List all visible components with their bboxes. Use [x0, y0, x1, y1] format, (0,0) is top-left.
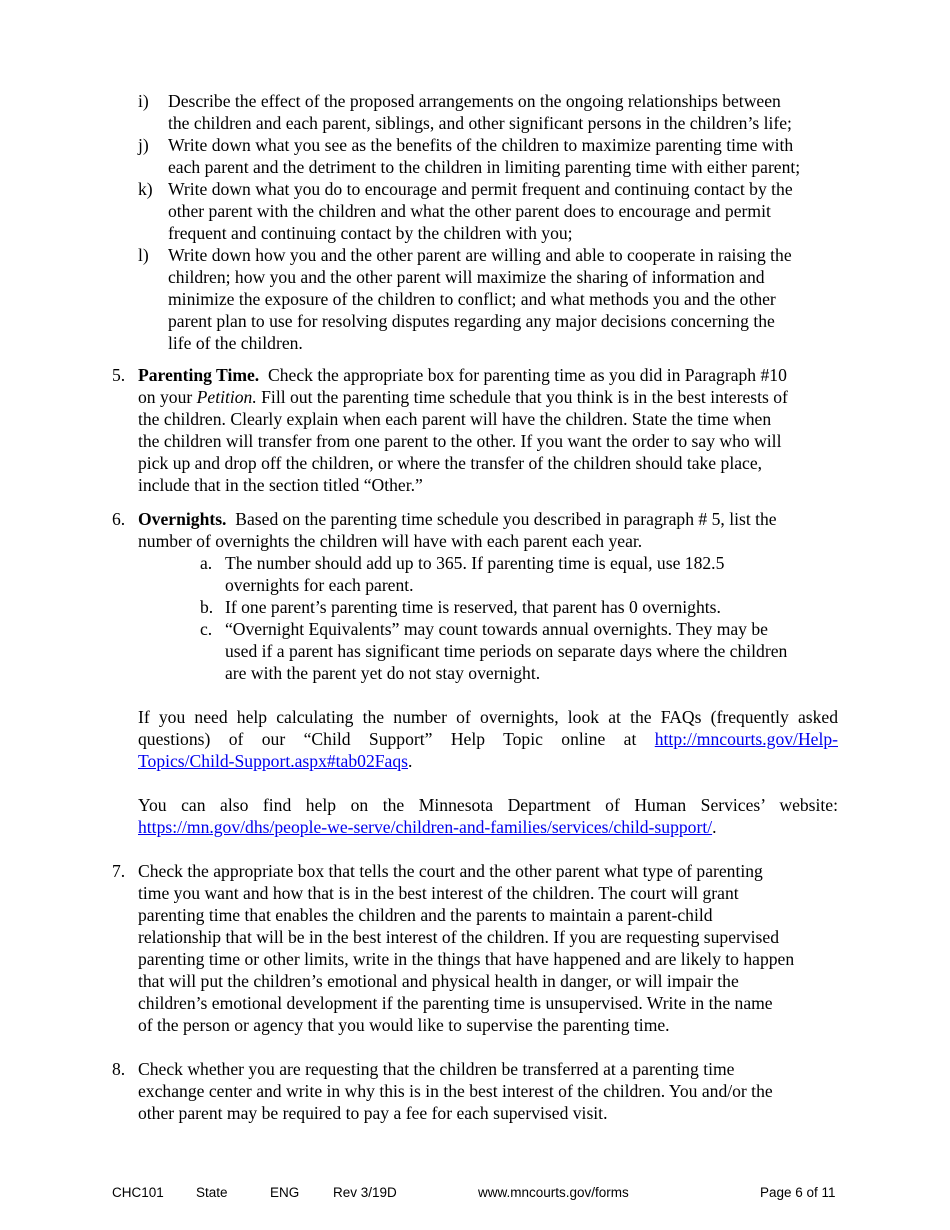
item-text — [138, 508, 852, 552]
text-line: Check the appropriate box that tells the court and the other parent what type of parenting — [138, 861, 763, 881]
item-text — [168, 90, 858, 134]
text-line: pick up and drop off the children, or where the transfer of the children should take place, — [138, 453, 763, 473]
page-footer — [0, 1185, 950, 1205]
text-line: “Overnight Equivalents” may count towards annual overnights. They may be — [225, 619, 768, 639]
language: ENG — [270, 1185, 300, 1200]
sub-item-6c — [200, 618, 850, 684]
section-8 — [112, 1058, 852, 1124]
item-text — [225, 596, 850, 618]
list-item-i — [138, 90, 858, 134]
text-run: You can also find help on the Minnesota Department of Human Services’ website: — [138, 795, 838, 815]
page-number: Page 6 of 11 — [760, 1185, 836, 1200]
text-line: used if a parent has significant time periods on separate days where the children — [225, 641, 788, 661]
hyperlink[interactable]: https://mn.gov/dhs/people-we-serve/children-and-families/services/child-support/ — [138, 817, 713, 837]
list-marker: c. — [200, 619, 213, 639]
text-run: If you need help calculating the number of overnights, look at the FAQs (frequently asked — [138, 707, 838, 727]
text-line: Write down what you see as the benefits of the children to maximize parenting time with — [168, 135, 794, 155]
hyperlink[interactable]: http://mncourts.gov/Help- — [654, 729, 838, 749]
text-run: . — [408, 751, 413, 771]
text-line: parent plan to use for resolving disputes regarding any major decisions concerning the — [168, 311, 775, 331]
text-line: minimize the exposure of the children to conflict; and what methods you and the other — [168, 289, 776, 309]
text-run: Check the appropriate box for parenting time as you did in Paragraph #10 — [259, 365, 787, 385]
text-line — [138, 728, 838, 750]
document-body — [0, 90, 950, 1124]
text-line: The number should add up to 365. If parenting time is equal, use 182.5 — [225, 553, 725, 573]
text-line: life of the children. — [168, 333, 303, 353]
text-line: frequent and continuing contact by the children with you; — [168, 223, 573, 243]
text-line: overnights for each parent. — [225, 575, 414, 595]
item-text — [138, 1058, 852, 1124]
text-line: each parent and the detriment to the children in limiting parenting time with either parent; — [168, 157, 801, 177]
text-run: questions) of our “Child Support” Help Topic online at — [138, 729, 655, 749]
text-line: the children. Clearly explain when each parent will have the children. State the time when — [138, 409, 772, 429]
sub-item-6b — [200, 596, 850, 618]
list-marker: 6. — [112, 509, 126, 529]
text-line: parenting time or other limits, write in the things that have happened and are likely to happen — [138, 949, 795, 969]
text-line: number of overnights the children will have with each parent each year. — [138, 531, 643, 551]
text-line: other parent with the children and what the other parent does to encourage and permit — [168, 201, 771, 221]
text-line: that will put the children’s emotional and physical health in danger, or will impair the — [138, 971, 739, 991]
list-marker: 8. — [112, 1059, 126, 1079]
text-line: the children will transfer from one parent to the other. If you want the order to say who will — [138, 431, 782, 451]
text-run: Based on the parenting time schedule you described in paragraph # 5, list the — [226, 509, 777, 529]
text-line — [138, 794, 838, 816]
section-5-parenting-time — [112, 364, 852, 496]
form-code: CHC101 — [112, 1185, 164, 1200]
list-marker: j) — [138, 135, 149, 155]
list-marker: b. — [200, 597, 214, 617]
jurisdiction: State — [196, 1185, 228, 1200]
item-text — [138, 794, 838, 838]
text-line: other parent may be required to pay a fee for each supervised visit. — [138, 1103, 608, 1123]
text-line — [138, 706, 838, 728]
section-7 — [112, 860, 852, 1036]
text-line: exchange center and write in why this is in the best interest of the children. You and/or the — [138, 1081, 773, 1101]
text-line: of the person or agency that you would like to supervise the parenting time. — [138, 1015, 670, 1035]
text-line: children’s emotional development if the parenting time is unsupervised. Write in the name — [138, 993, 773, 1013]
text-line: If one parent’s parenting time is reserved, that parent has 0 overnights. — [225, 597, 721, 617]
bold-heading: Parenting Time. — [138, 365, 260, 385]
text-line: include that in the section titled “Other.” — [138, 475, 423, 495]
item-text — [225, 552, 850, 596]
text-line: the children and each parent, siblings, and other significant persons in the children’s life; — [168, 113, 792, 133]
text-line — [138, 508, 852, 530]
list-marker: l) — [138, 245, 149, 265]
list-marker: 5. — [112, 365, 126, 385]
section-6-overnights — [112, 508, 852, 552]
text-run: Fill out the parenting time schedule that you think is in the best interests of — [256, 387, 788, 407]
text-line: Describe the effect of the proposed arrangements on the ongoing relationships between — [168, 91, 781, 111]
text-line — [138, 816, 838, 838]
item-text — [138, 364, 852, 496]
list-marker: i) — [138, 91, 149, 111]
text-line: children; how you and the other parent will maximize the sharing of information and — [168, 267, 765, 287]
item-text — [138, 706, 838, 772]
text-line: relationship that will be in the best interest of the children. If you are requesting supervised — [138, 927, 780, 947]
sub-item-6a — [200, 552, 850, 596]
text-line: Write down how you and the other parent are willing and able to cooperate in raising the — [168, 245, 792, 265]
item-text — [168, 244, 858, 354]
hyperlink[interactable]: Topics/Child-Support.aspx#tab02Faqs — [138, 751, 408, 771]
text-run: on your — [138, 387, 197, 407]
text-line — [138, 364, 852, 386]
item-text — [168, 134, 858, 178]
text-line — [138, 750, 838, 772]
item-text — [138, 860, 852, 1036]
list-item-j — [138, 134, 858, 178]
text-line: Write down what you do to encourage and permit frequent and continuing contact by the — [168, 179, 793, 199]
list-marker: k) — [138, 179, 153, 199]
italic-term: Petition. — [196, 387, 257, 407]
list-marker: a. — [200, 553, 213, 573]
overnights-help-paragraph — [138, 706, 838, 772]
forms-website: www.mncourts.gov/forms — [478, 1185, 629, 1200]
text-line: Check whether you are requesting that the children be transferred at a parenting time — [138, 1059, 735, 1079]
list-item-l — [138, 244, 858, 354]
text-line — [138, 386, 852, 408]
item-text — [168, 178, 858, 244]
revision: Rev 3/19D — [333, 1185, 397, 1200]
text-run: . — [712, 817, 717, 837]
list-marker: 7. — [112, 861, 126, 881]
bold-heading: Overnights. — [138, 509, 227, 529]
list-item-k — [138, 178, 858, 244]
dhs-help-paragraph — [138, 794, 838, 838]
item-text — [225, 618, 850, 684]
text-line: are with the parent yet do not stay overnight. — [225, 663, 541, 683]
text-line: time you want and how that is in the best interest of the children. The court will grant — [138, 883, 739, 903]
text-line: parenting time that enables the children and the parents to maintain a parent-child — [138, 905, 713, 925]
